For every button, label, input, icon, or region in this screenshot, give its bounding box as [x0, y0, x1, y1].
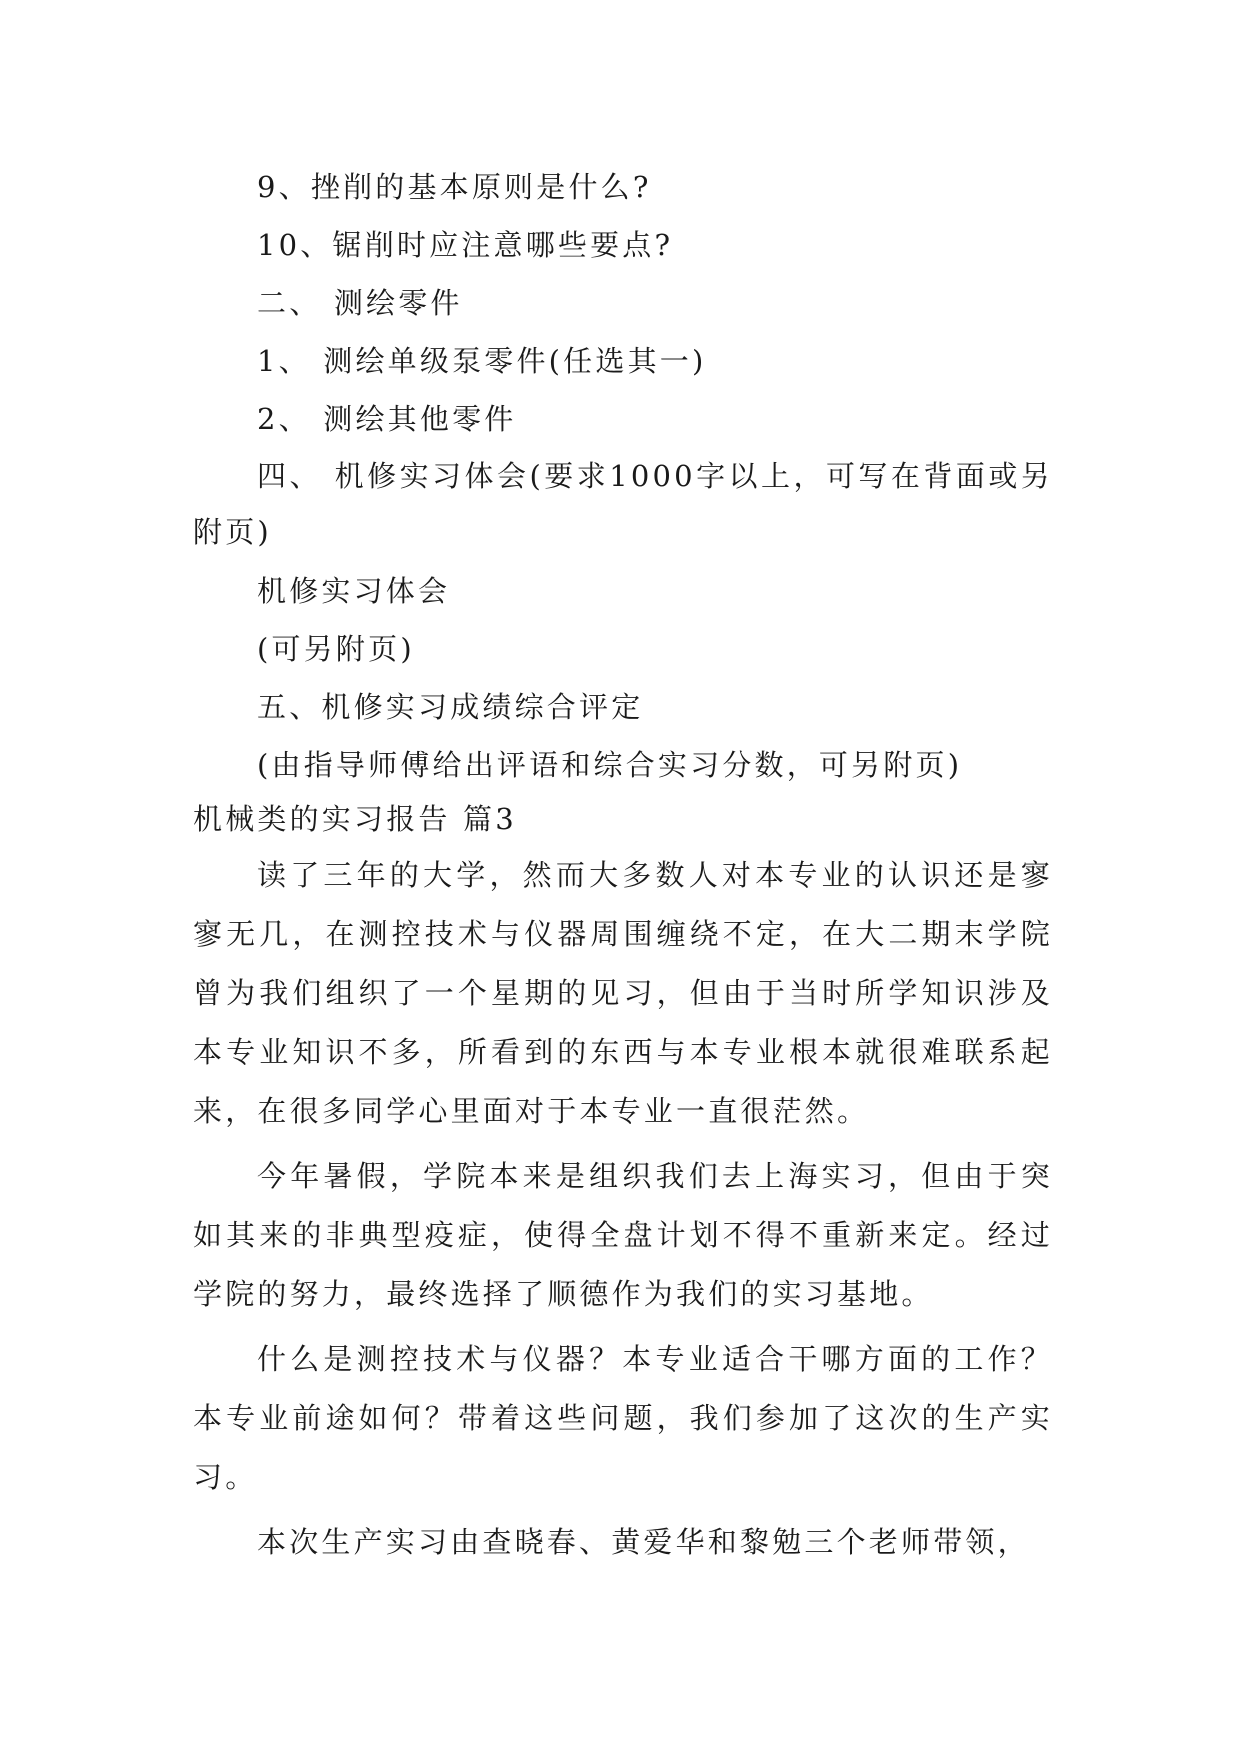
- section-heading-5: 五、机修实习成绩综合评定: [257, 690, 644, 724]
- section-4-title: 机修实习体会: [257, 574, 451, 608]
- paragraph: 读了三年的大学，然而大多数人对本专业的认识还是寥寥无几，在测控技术与仪器周围缠绕不定，在大二期末学院曾为我们组织了一个星期的见习，但由于当时所学知识涉及本专业知识不多，所看到的东西与本专业根本就很难联系起来，在很多同学心里面对于本专业一直很茫然。: [193, 858, 1053, 1128]
- section-heading-4: 四、 机修实习体会(要求1000字以上，可写在背面或另附页): [193, 459, 1053, 549]
- section-heading: 二、 测绘零件: [257, 286, 463, 320]
- paragraph: 什么是测控技术与仪器？本专业适合干哪方面的工作？本专业前途如何？带着这些问题，我们参加了这次的生产实习。: [193, 1342, 1053, 1494]
- section-5-note: (由指导师傅给出评语和综合实习分数，可另附页): [257, 748, 963, 782]
- paragraph: 本次生产实习由查晓春、黄爱华和黎勉三个老师带领，: [257, 1525, 1030, 1559]
- document-body: [193, 158, 1053, 1572]
- question-item: 9、挫削的基本原则是什么?: [257, 170, 652, 204]
- paragraph: 今年暑假，学院本来是组织我们去上海实习，但由于突如其来的非典型疫症，使得全盘计划不得不重新来定。经过学院的努力，最终选择了顺德作为我们的实习基地。: [193, 1159, 1053, 1311]
- question-item: 10、锯削时应注意哪些要点?: [257, 228, 674, 262]
- list-item: 2、 测绘其他零件: [257, 402, 517, 436]
- list-item: 1、 测绘单级泵零件(任选其一): [257, 344, 707, 378]
- section-4-note: (可另附页): [257, 632, 415, 666]
- article-heading: 机械类的实习报告 篇3: [193, 802, 517, 836]
